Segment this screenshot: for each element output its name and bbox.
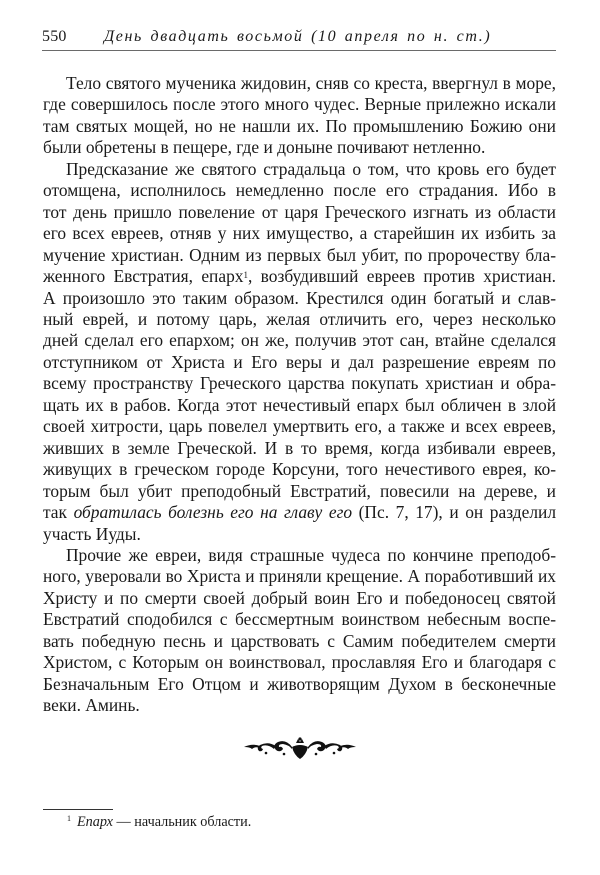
running-title: День двадцать восьмой (10 апреля по н. ст.) [104,28,492,45]
text-line: тот день пришло повеление от царя Греческого изгнать из области [43,201,556,222]
text-line: отступником от Христа и Его веры и дал разрешение евреям по [43,351,556,372]
text-line: Христу и по смерти своей добрый воин Его и победоносец святой [43,587,556,608]
text-line: торым был убит преподобный Евстратий, повесили на дереве, и [43,480,556,501]
text-line: живущих в греческом городе Корсуни, того нечестивого еврея, ко- [43,459,556,480]
page-number: 550 [42,28,67,45]
scripture-reference: (Пс. 7, 17), и он разделил [352,502,556,523]
text-line: живших в земле Греческой. И в то время, когда избивали евреев, [43,437,556,458]
text-line: Тело святого мученика жидовин, сняв со креста, ввергнул в море, [66,73,556,93]
text-fragment: женного Евстратия, епарх [43,266,244,287]
text-line-with-quote [43,502,556,523]
text-line: мучение христиан. Одним из первых был убит, по пророчеству бла- [43,244,556,265]
text-fragment: , возбудивший евреев против христиан. [247,266,556,287]
text-line: Прочие же евреи, видя страшные чудеса по кончине преподоб- [66,544,556,565]
body-text [43,73,556,717]
floral-ornament-divider-icon [240,733,360,761]
text-line: дней сделал его епархом; он же, получив этот сан, втайне сделался [43,330,556,351]
text-line: были обретены в пещере, где и доныне почивают нетленно. [43,137,486,158]
text-line: щать их в рабов. Когда этот нечестивый епарх был обличен в злой [43,394,556,415]
text-line: Предсказание же святого страдальца о том, что кровь его будет [66,158,556,179]
page-header [42,26,556,51]
footnote-reference[interactable]: 1 [243,270,248,281]
paragraph-1 [43,73,556,159]
text-line: А произошло это таким образом. Крестился один богатый и слав- [43,287,556,308]
footnote-term: Епарх [77,814,113,830]
text-line: вать победную песнь и царствовать с Самим победителем смерти [43,630,556,651]
text-line-with-footnote [43,266,556,287]
text-line: где совершилось после этого много чудес. Верные прилежно искали [43,94,556,115]
text-line: Евстратий сподобился с бессмертным воинством небесным воспе- [43,609,556,630]
text-line: отомщена, исполнилось немедленно после его страдания. Ибо в [43,180,556,201]
text-line: участь Иуды. [43,523,141,544]
text-line: Безначальным Его Отцом и животворящим Духом в бесконечные [43,673,556,694]
scripture-quote: обратилась болезнь его на главу его [73,502,353,523]
text-line: веки. Аминь. [43,695,140,716]
text-fragment: так [43,502,74,523]
text-line: всему пространству Греческого царства покупать христиан и обра- [43,373,556,394]
footnote-definition: — начальник области. [112,814,252,830]
footnote-divider [43,809,113,810]
text-line: ного, уверовали во Христа и приняли крещение. А поработивший их [43,566,556,587]
text-line: там святых мощей, но не нашли их. По промышлению Божию они [43,115,556,136]
paragraph-2 [43,159,556,545]
text-line: ный еврей, и потому царь, желая отличить его, через несколько [43,308,556,329]
text-line: Христом, с Которым он воинствовал, прославляя Его и благодаря с [43,652,556,673]
paragraph-3 [43,545,556,717]
text-line: его всех евреев, отняв у них имущество, а старейшин их избить за [43,223,556,244]
text-line: своей хитрости, царь повелел умертвить его, а также и всех евреев, [43,416,556,437]
footnote-marker: 1 [67,814,71,823]
footnote-1 [67,814,251,831]
